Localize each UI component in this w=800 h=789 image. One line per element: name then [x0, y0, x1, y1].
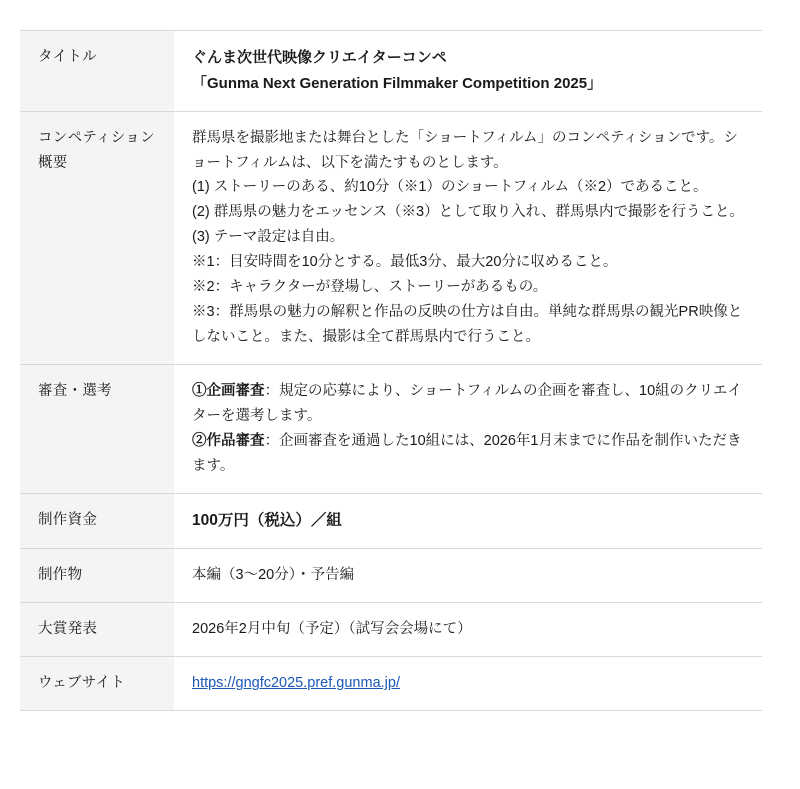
row-value-overview [174, 111, 762, 364]
overview-note: ※1：目安時間を10分とする。最低3分、最大20分に収めること。 [192, 254, 618, 271]
row-value-website [174, 657, 762, 711]
judging-item-heading: ①企画審査 [192, 383, 265, 400]
table-row [20, 657, 762, 711]
row-label-title: タイトル [20, 31, 174, 112]
overview-line: (2) 群馬県の魅力をエッセンス（※3）として取り入れ、群馬県内で撮影を行うこと。 [192, 204, 744, 221]
row-label-website: ウェブサイト [20, 657, 174, 711]
overview-note: ※2：キャラクターが登場し、ストーリーがあるもの。 [192, 279, 548, 296]
table-row [20, 31, 762, 112]
row-label-announcement: 大賞発表 [20, 603, 174, 657]
title-english: 「Gunma Next Generation Filmmaker Competition 2025」 [192, 74, 603, 92]
row-label-judging: 審査・選考 [20, 365, 174, 494]
overview-line: (1) ストーリーのある、約10分（※1）のショートフィルム（※2）であること。 [192, 179, 708, 196]
judging-item [192, 429, 746, 479]
table-row [20, 603, 762, 657]
table-row [20, 365, 762, 494]
judging-item-text: ：企画審査を通過した10組には、2026年1月末までに作品を制作いただきます。 [192, 432, 742, 474]
row-label-deliverables: 制作物 [20, 549, 174, 603]
overview-line: (3) テーマ設定は自由。 [192, 229, 345, 246]
table-row [20, 549, 762, 603]
row-label-funding: 制作資金 [20, 493, 174, 549]
row-label-overview: コンペティション概要 [20, 111, 174, 364]
judging-item [192, 379, 746, 429]
row-value-deliverables: 本編（3〜20分）・予告編 [174, 549, 762, 603]
table-row [20, 493, 762, 549]
row-value-funding [174, 493, 762, 549]
funding-amount: 100万円（税込）／組 [192, 511, 342, 529]
judging-item-heading: ②作品審査 [192, 432, 265, 449]
competition-info-table [20, 30, 762, 711]
judging-item-text: ：規定の応募により、ショートフィルムの企画を審査し、10組のクリエイターを選考します。 [192, 383, 742, 424]
title-japanese: ぐんま次世代映像クリエイターコンペ [192, 49, 447, 66]
row-value-announcement: 2026年2月中旬（予定）（試写会会場にて） [174, 603, 762, 657]
row-value-title [174, 31, 762, 112]
website-link[interactable]: https://gngfc2025.pref.gunma.jp/ [192, 675, 400, 692]
row-value-judging [174, 365, 762, 494]
table-row [20, 111, 762, 364]
overview-line: 群馬県を撮影地または舞台とした「ショートフィルム」のコンペティションです。ショートフィルムは、以下を満たすものとします。 [192, 129, 738, 171]
overview-note: ※3：群馬県の魅力の解釈と作品の反映の仕方は自由。単純な群馬県の観光PR映像としないこと。また、撮影は全て群馬県内で行うこと。 [192, 304, 743, 346]
